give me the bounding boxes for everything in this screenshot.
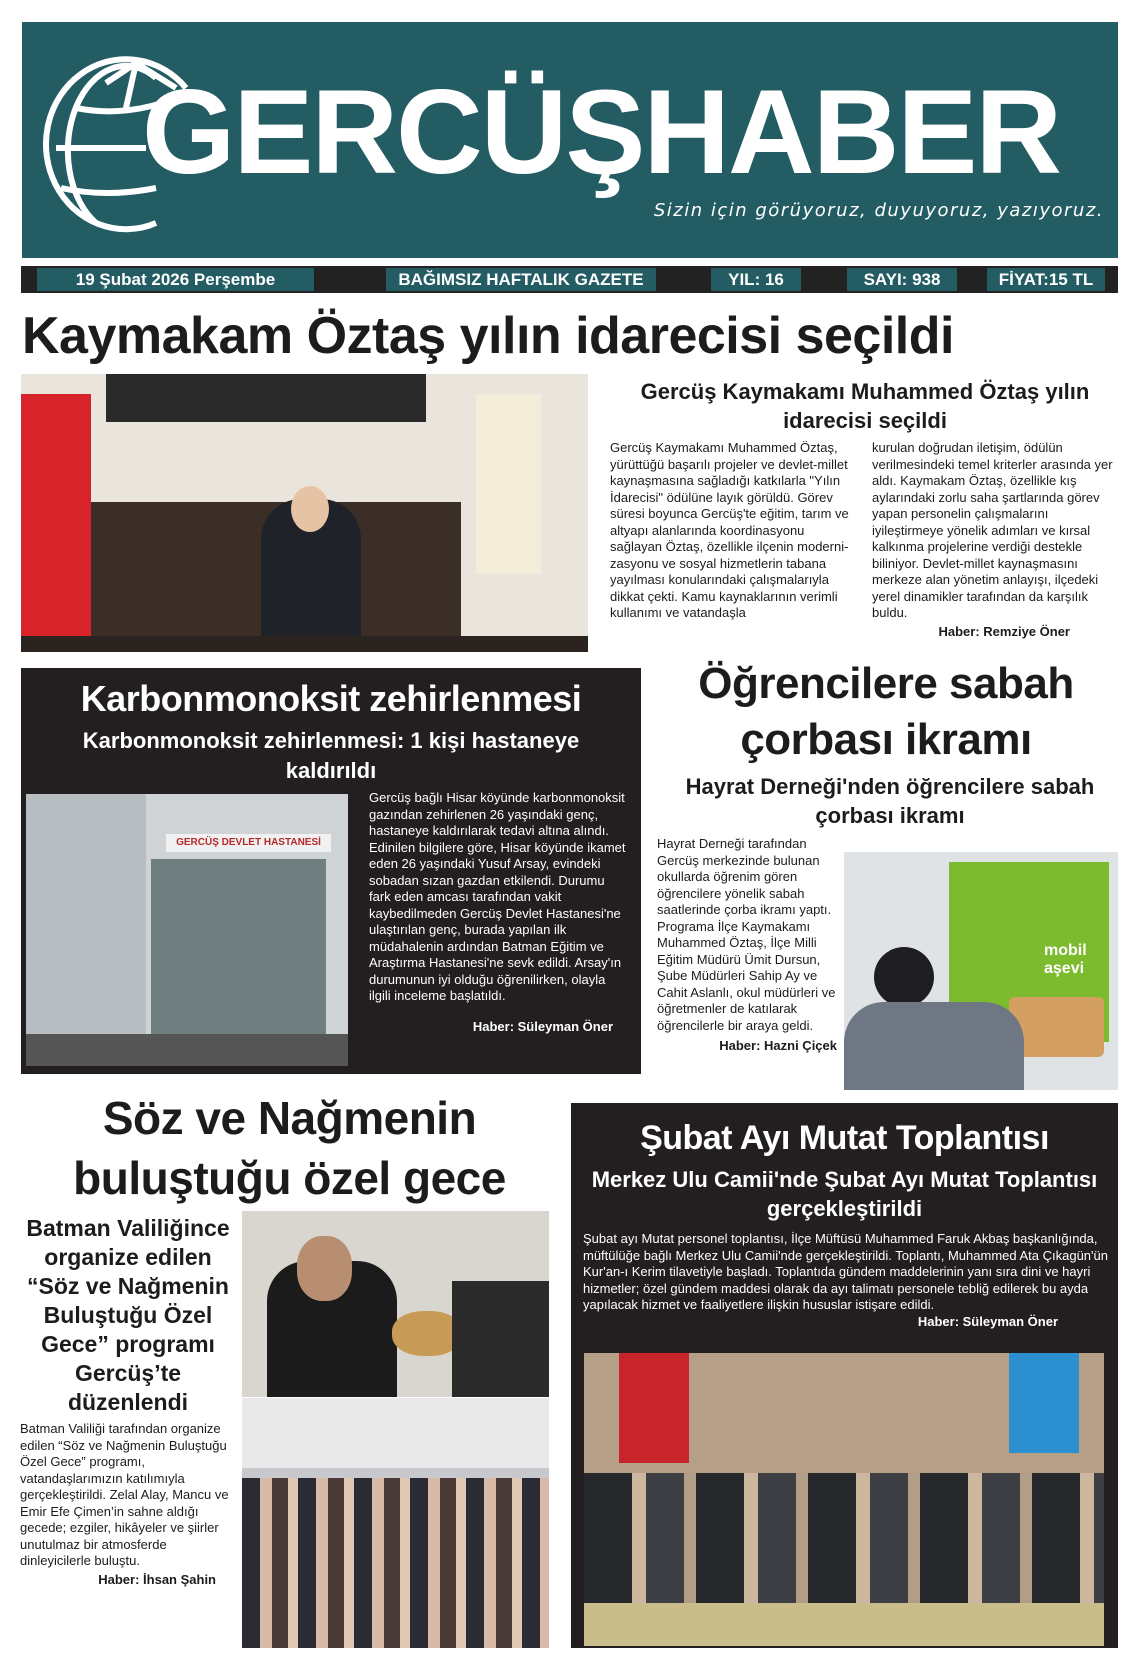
story1-byline: Haber: Remziye Öner (938, 623, 1070, 639)
truck-sign: mobil aşevi (1044, 942, 1087, 977)
story5-text (583, 1231, 1108, 1329)
story1-col1: Gercüş Kaymakamı Muhammed Öztaş, yürüttüğü başarılı projeler ve devlet-millet kaynaşmasına sağladığı katkılarla "Yılın İdarecisi" ödülüne layık görüldü. Görev süresi boyunca Gercüş'te eğitim, tarım ve altyapı alanlarında koordinasyonu sağlayan Öztaş, özellikle ilçenin moderni-zasyonu ve sosyal hizmetlerin tabana yayılması konularındaki çalışmalarıyla dikkat çekti. Kamu kaynaklarının verimli kullanımı ve vatandaşla (610, 440, 849, 620)
paper-type: BAĞIMSIZ HAFTALIK GAZETE (386, 268, 656, 291)
story4-text (20, 1214, 236, 1587)
hospital-sign: GERCÜŞ DEVLET HASTANESİ (166, 834, 331, 852)
story2-body: Gercüş bağlı Hisar köyünde karbonmonoksit gazından zehirlenen 26 yaşındaki genç, hastaneye kaldırılarak tedavi altına alındı. Edinilen bilgilere göre, Hisar köyünde ikamet eden 26 yaşındaki Yusuf Arsay, evindeki sobadan sızan gazdan etkilendi. Durumu fark eden amcası tarafından vakit kaybedilmeden Gercüş Devlet Hastanesi'ne ulaştırılan genç, burada yapılan ilk müdahalenin ardından Batman Eğitim ve Araştırma Hastanesi'ne sevk edildi. Arsay'ın durumunun iyi olduğu öğrenilirken, olayla ilgili inceleme başlatıldı. (369, 790, 626, 1003)
story5-box (571, 1103, 1118, 1648)
story1-subhead: Gercüş Kaymakamı Muhammed Öztaş yılın idarecisi seçildi (640, 379, 1090, 433)
issue-date: 19 Şubat 2026 Perşembe (37, 268, 314, 291)
story5-headline: Şubat Ayı Mutat Toplantısı (640, 1119, 1049, 1157)
issue-number: SAYI: 938 (847, 268, 957, 291)
story3-byline: Haber: Hazni Çiçek (719, 1038, 837, 1053)
main-headline: Kaymakam Öztaş yılın idarecisi seçildi (22, 307, 954, 365)
story2-byline: Haber: Süleyman Öner (472, 1018, 613, 1034)
kaymakam-photo (21, 374, 588, 652)
story3-headline: Öğrencilere sabah çorbası ikramı (698, 659, 1074, 764)
soup-truck-photo (844, 852, 1118, 1090)
concert-singer-photo (242, 1211, 549, 1397)
price: FİYAT:15 TL (987, 268, 1105, 291)
story5-subhead: Merkez Ulu Camii'nde Şubat Ayı Mutat Toplantısı gerçekleştirildi (591, 1167, 1098, 1221)
audience-photo (242, 1398, 549, 1648)
story4-body: Batman Valiliği tarafından organize edilen “Söz ve Nağmenin Buluştuğu Özel Gece” programı, vatandaşlarımızın katılımıyla gerçekleştirildi. Zelal Alay, Mancu ve Emir Efe Çimen’in sahne aldığı gecede; ezgiler, hikâyeler ve şiirler unutulmaz bir atmosferde dinleyicilerle buluştu. (20, 1421, 229, 1568)
hospital-photo (26, 794, 348, 1066)
story3-subhead: Hayrat Derneği'nden öğrencilere sabah çorbası ikramı (685, 774, 1095, 828)
story5-byline: Haber: Süleyman Öner (917, 1313, 1058, 1329)
story1-col2-wrap (872, 440, 1118, 639)
story1-col2: kurulan doğrudan iletişim, ödülün verilmesindeki temel kriterler arasında yer aldı. Kaymakam Öztaş, özellikle kış aylarındaki zorlu saha şartlarında görev yapan personelin çalışmalarını iyileştirmeye yönelik adımları ve kırsal kalkınma projelerine verdiği destekle biliniyor. Devlet-millet kaynaşmasını merkeze alan yönetim anlayışı, ilçedeki yerel dinamikler tarafından da karşılık buldu. (872, 440, 1113, 620)
slogan: Sizin için görüyoruz, duyuyoruz, yazıyoruz. (653, 200, 1104, 221)
meeting-photo (584, 1353, 1104, 1646)
info-bar (21, 266, 1118, 293)
story3-body: Hayrat Derneği tarafından Gercüş merkezinde bulunan okullarda öğrenim gören öğrencilere yönelik sabah saatlerinde çorba ikramı yaptı. Programa İlçe Kaymakamı Muhammed Öztaş, İlçe Milli Eğitim Müdürü Ümit Dursun, Şube Müdürleri Sahip Ay ve Cahit Aslanlı, okul müdürleri ve öğretmenler de katılarak öğrencilerle bir araya geldi. (657, 836, 836, 1033)
year-number: YIL: 16 (711, 268, 801, 291)
story2-subhead: Karbonmonoksit zehirlenmesi: 1 kişi hastaneye kaldırıldı (82, 728, 580, 783)
newspaper-name: GERCÜŞHABER (142, 65, 1061, 199)
story4-subhead: Batman Valiliğince organize edilen “Söz ve Nağmenin Buluştuğu Özel Gece” programı Gercüş’te düzenlendi (26, 1215, 230, 1415)
story3-text (657, 836, 837, 1053)
story2-headline: Karbonmonoksit zehirlenmesi (80, 678, 582, 719)
story4-headline: Söz ve Nağmenin buluştuğu özel gece (73, 1092, 506, 1204)
story4-byline: Haber: İhsan Şahin (98, 1571, 216, 1587)
masthead (22, 22, 1118, 258)
story5-body: Şubat ayı Mutat personel toplantısı, İlçe Müftüsü Muhammed Faruk Akbaş başkanlığında, müftülüğe bağlı Merkez Ulu Camii'nde gerçekleştirildi. Toplantı, Muhammed Ata Çıkagün'ün Kur'an-ı Kerim tilavetiyle başladı. Toplantıda gündem maddelerinin yanı sıra dini ve hayri hizmetler; özel gündem maddesi olarak da ayı talimatı personele tebliğ edilerek bu ayda yapılacak hizmet ve faaliyetlere ilişkin hususlar istişare edildi. (583, 1231, 1108, 1312)
story2-box (21, 668, 641, 1074)
story2-text (369, 790, 627, 1034)
